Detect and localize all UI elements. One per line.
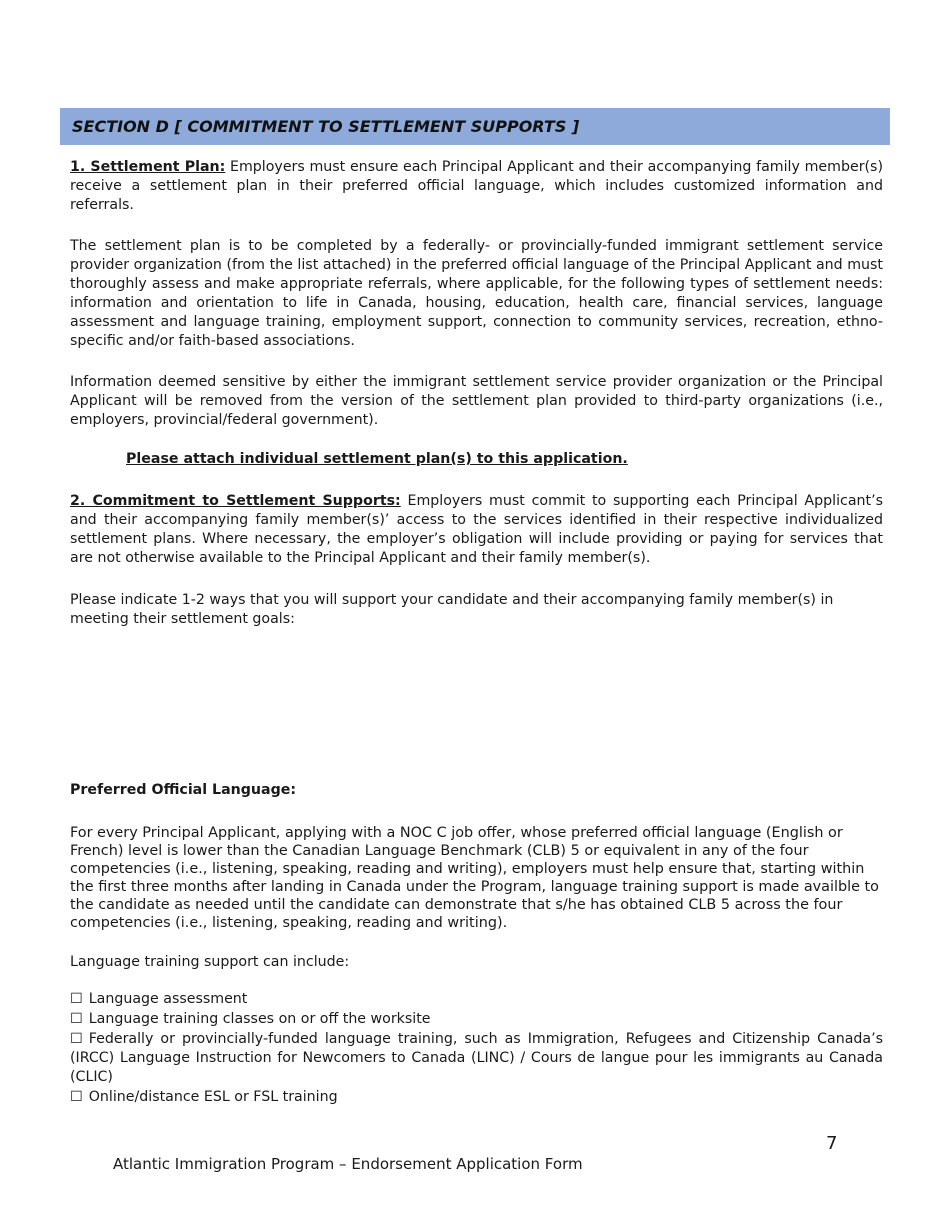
language-option-list-item — [70, 1030, 883, 1087]
language-support-intro: Language training support can include: — [70, 954, 350, 970]
commitment-heading: 2. Commitment to Settlement Supports: — [70, 493, 401, 509]
language-option-label: Federally or provincially-funded language training, such as Immigration, Refugees and Citizenship Canada’s (IRCC) Language Instruction for Newcomers to Canada (LINC) / Cours de langue pour les immigrants au Canada (CLIC) — [70, 1031, 883, 1085]
checkbox-icon[interactable]: ☐ — [70, 991, 83, 1007]
settlement-plan-text: Employers must ensure each Principal Applicant and their accompanying family member(s) receive a settlement plan in their preferred official language, which includes customized information and referrals. — [70, 159, 883, 213]
attach-settlement-plan-notice: Please attach individual settlement plan(s) to this application. — [126, 451, 628, 467]
section-title: SECTION D [ COMMITMENT TO SETTLEMENT SUPPORTS ] — [60, 108, 890, 145]
commitment-paragraph — [70, 492, 883, 568]
checkbox-icon[interactable]: ☐ — [70, 1089, 83, 1105]
language-option-list-item — [70, 990, 883, 1009]
language-option-label: Language assessment — [88, 991, 248, 1007]
footer-form-title: Atlantic Immigration Program – Endorsement Application Form — [113, 1155, 583, 1173]
settlement-plan-details: The settlement plan is to be completed by a federally- or provincially-funded immigrant settlement service provider organization (from the list attached) in the preferred official language of the Principal Applicant and must thoroughly assess and make appropriate referrals, where applicable, for the following types of settlement needs: information and orientation to life in Canada, housing, education, health care, financial services, language assessment and language training, employment support, connection to community services, recreation, ethno-specific and/or faith-based associations. — [70, 238, 883, 349]
language-option-list-item — [70, 1088, 883, 1107]
support-ways-prompt: Please indicate 1-2 ways that you will support your candidate and their accompanying family member(s) in meeting their settlement goals: — [70, 592, 834, 627]
settlement-plan-paragraph — [70, 158, 883, 215]
preferred-language-heading: Preferred Official Language: — [70, 782, 297, 798]
page-number: 7 — [826, 1133, 838, 1154]
checkbox-icon[interactable]: ☐ — [70, 1031, 83, 1047]
language-option-label: Language training classes on or off the worksite — [88, 1011, 431, 1027]
language-option-label: Online/distance ESL or FSL training — [88, 1089, 338, 1105]
language-option-list-item — [70, 1010, 883, 1029]
settlement-plan-heading: 1. Settlement Plan: — [70, 159, 226, 175]
sensitive-information-note: Information deemed sensitive by either the immigrant settlement service provider organization or the Principal Applicant will be removed from the version of the settlement plan provided to third-party organizations (i.e., employers, provincial/federal government). — [70, 374, 883, 428]
commitment-text: Employers must commit to supporting each Principal Applicant’s and their accompanying family member(s)’ access to the services identified in their respective individualized settlement plans. Where necessary, the employer’s obligation will include providing or paying for services that are not otherwise available to the Principal Applicant and their family member(s). — [70, 493, 883, 566]
checkbox-icon[interactable]: ☐ — [70, 1011, 83, 1027]
language-requirement-paragraph: For every Principal Applicant, applying with a NOC C job offer, whose preferred official language (English or French) level is lower than the Canadian Language Benchmark (CLB) 5 or equivalent in any of the four competencies (i.e., listening, speaking, reading and writing), employers must help ensure that, starting within the first three months after landing in Canada under the Program, language training support is made availble to the candidate as needed until the candidate can demonstrate that s/he has obtained CLB 5 across the four competencies (i.e., listening, speaking, reading and writing). — [70, 825, 879, 931]
